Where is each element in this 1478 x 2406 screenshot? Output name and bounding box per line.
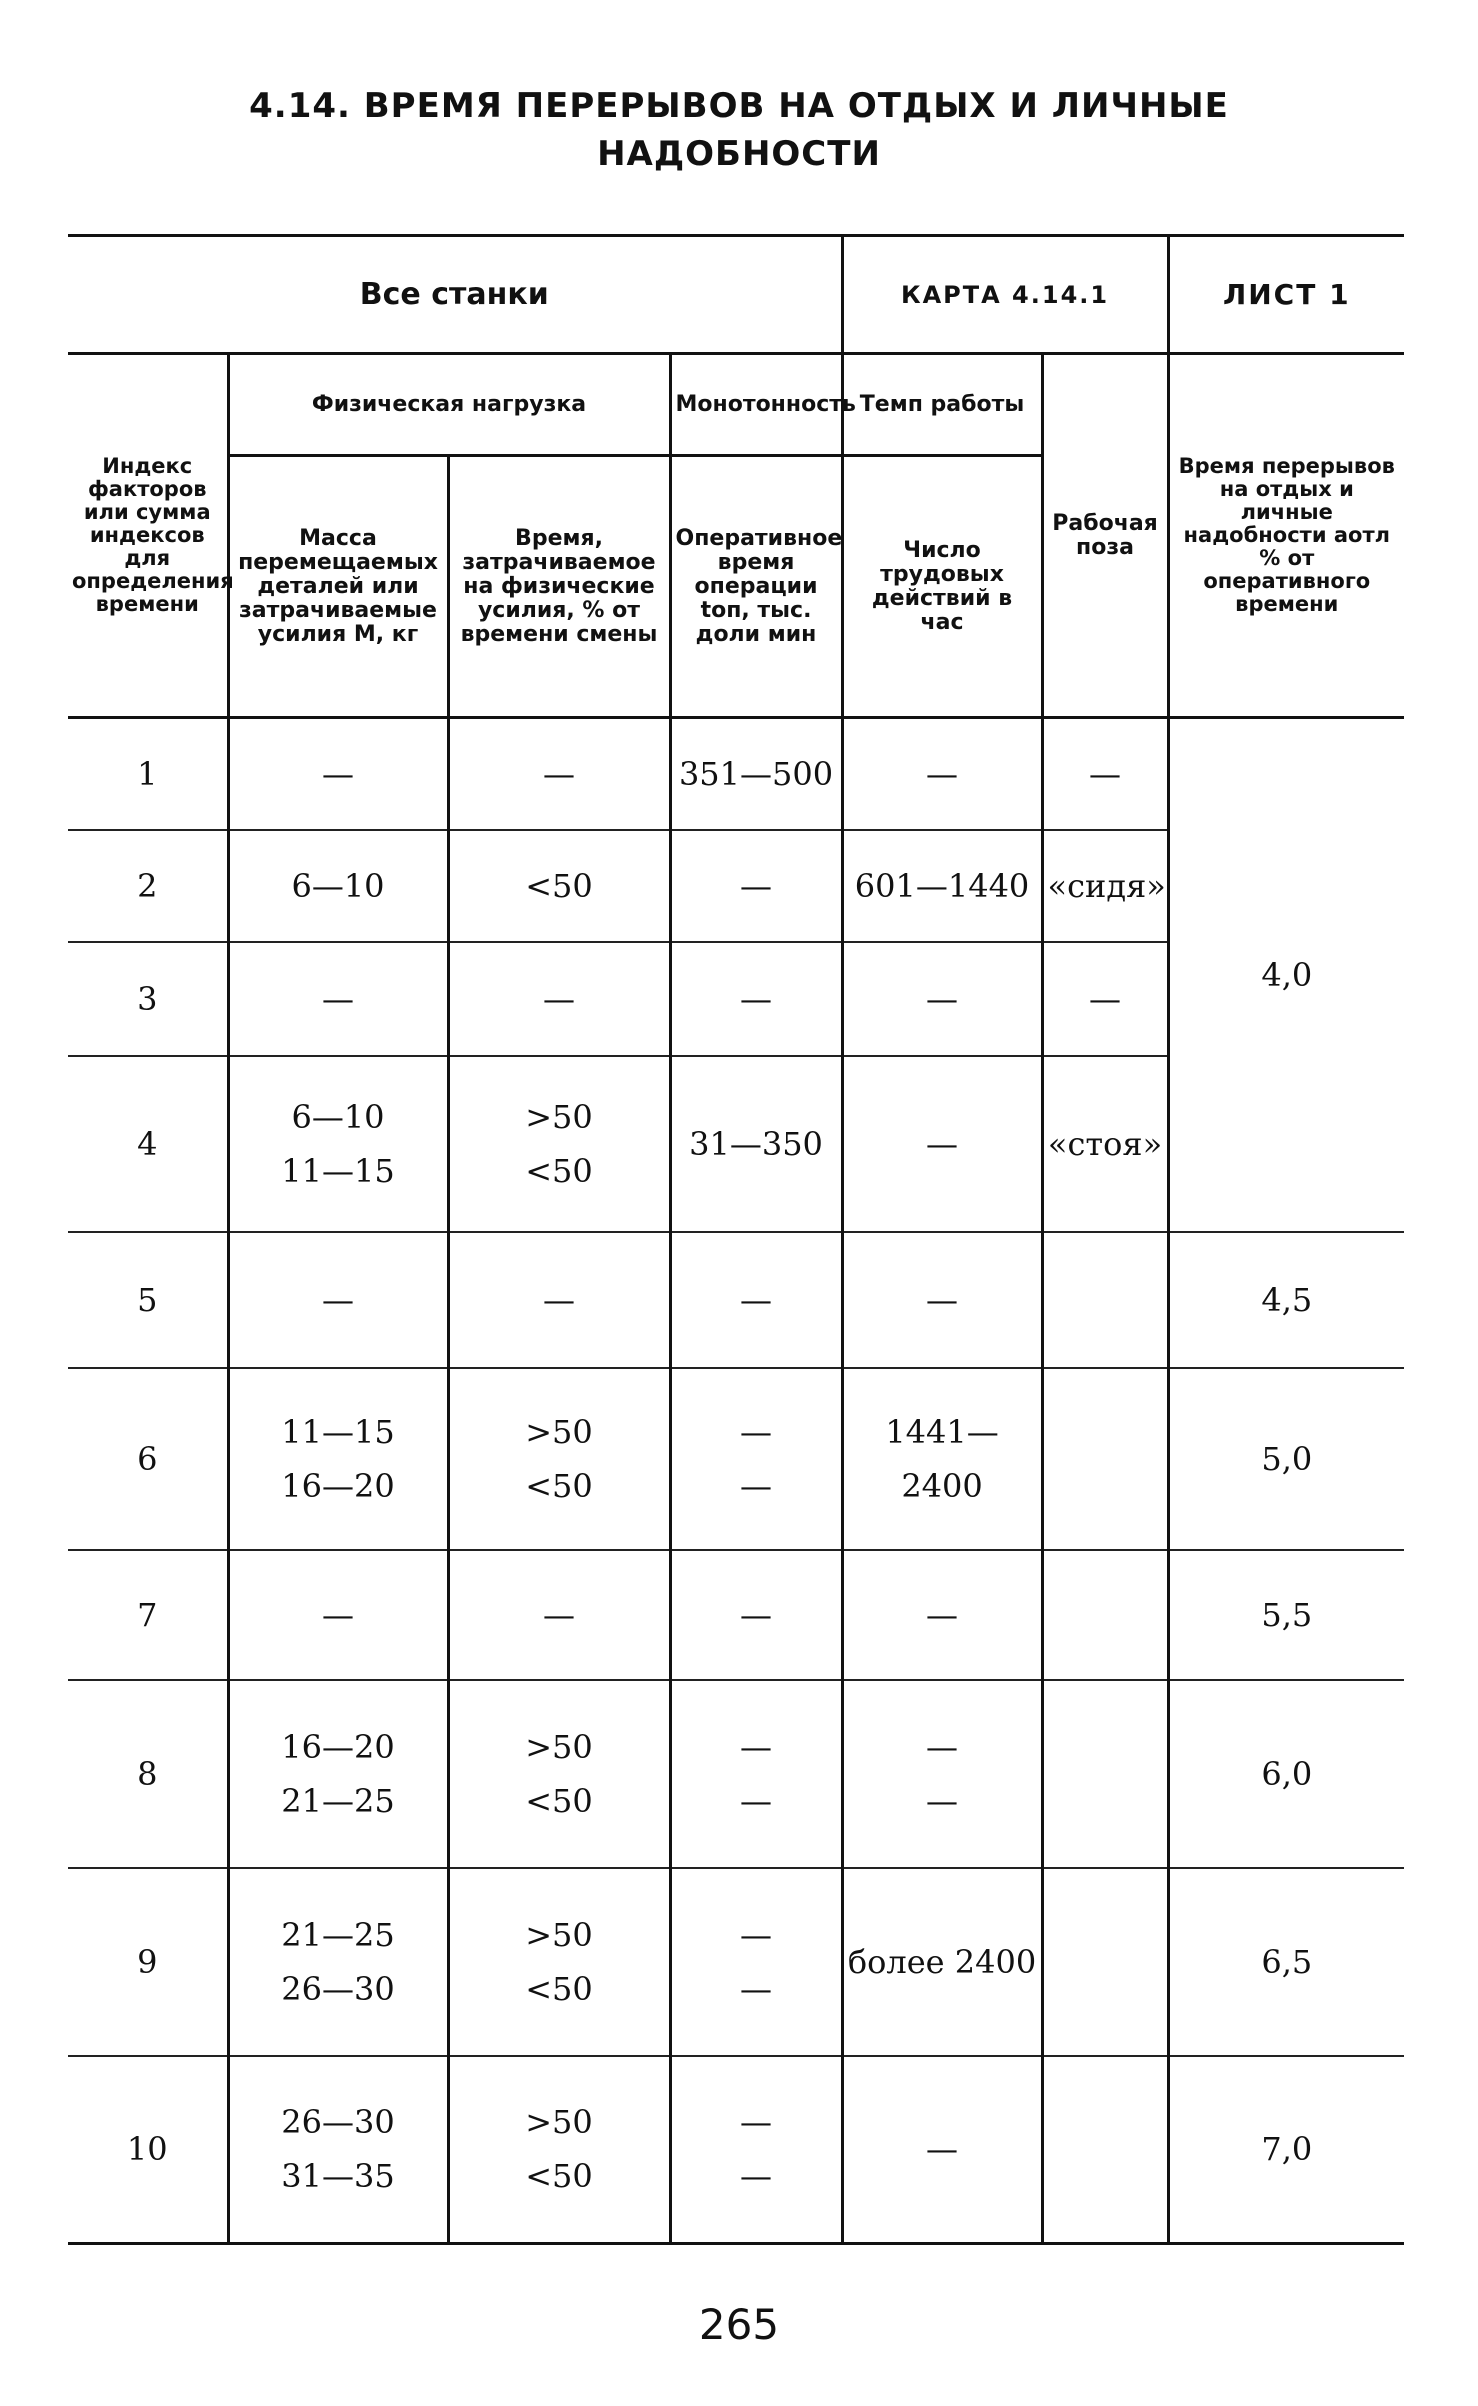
cell-index: 2: [68, 830, 228, 942]
col-tempo: Темп работы: [842, 354, 1042, 456]
rows.5.mass-line: 16—20: [281, 1466, 395, 1505]
rows.3.posture-line: «стоя»: [1047, 1124, 1163, 1163]
cell-op: [670, 2056, 842, 2244]
cell-posture: [1042, 942, 1168, 1056]
cell-index: 6: [68, 1368, 228, 1550]
rows.7.time-line: <50: [525, 1781, 593, 1820]
rows.0.time-line: —: [543, 754, 575, 793]
cell-actions: [842, 830, 1042, 942]
cell-op: [670, 718, 842, 830]
cell-posture: [1042, 1232, 1168, 1368]
rows.2.mass-line: —: [322, 979, 354, 1018]
col-physical-load: Физическая нагрузка: [228, 354, 670, 456]
cell-mass: [228, 2056, 448, 2244]
rows.9.op-line: —: [740, 2103, 773, 2142]
cell-actions: [842, 1680, 1042, 1868]
cell-mass: [228, 942, 448, 1056]
cell-index: 1: [68, 718, 228, 830]
rows.6.time-line: —: [543, 1595, 575, 1634]
cell-index: 3: [68, 942, 228, 1056]
table-row: [68, 1550, 1404, 1680]
rows.9.actions-line: —: [926, 2130, 959, 2169]
cell-index: 4: [68, 1056, 228, 1232]
cell-index: 7: [68, 1550, 228, 1680]
page-number: 265: [698, 2300, 780, 2349]
rows.3.mass-line: 6—10: [291, 1097, 385, 1136]
rows.9.mass-line: 31—35: [281, 2157, 395, 2196]
cell-time: [448, 830, 670, 942]
rows.0.mass-line: —: [322, 754, 354, 793]
rows.3.time-line: >50: [525, 1097, 593, 1136]
cell-time: [448, 1550, 670, 1680]
cell-posture: [1042, 718, 1168, 830]
table-row: [68, 1232, 1404, 1368]
cell-actions: [842, 1368, 1042, 1550]
cell-index: 10: [68, 2056, 228, 2244]
table-row: [68, 1868, 1404, 2056]
rows.1.time-line: <50: [525, 866, 593, 905]
cell-time: [448, 1868, 670, 2056]
col-op-time: Оперативное время операции tоп, тыс. доли мин: [670, 456, 842, 718]
table-row: [68, 2056, 1404, 2244]
rows.7.time-line: >50: [525, 1727, 593, 1766]
cell-rest: 5,0: [1168, 1368, 1404, 1550]
cell-posture: [1042, 2056, 1168, 2244]
col-index: Индекс факторов или сумма индексов для определения времени: [68, 354, 228, 718]
rows.5.actions-line: 1441—2400: [885, 1412, 999, 1505]
rows.9.time-line: <50: [525, 2157, 593, 2196]
cell-mass: [228, 1868, 448, 2056]
header-machines: Все станки: [68, 236, 842, 354]
rows.8.time-line: >50: [525, 1915, 593, 1954]
rows.8.mass-line: 21—25: [281, 1915, 395, 1954]
cell-mass: [228, 718, 448, 830]
cell-index: 5: [68, 1232, 228, 1368]
cell-time: [448, 1056, 670, 1232]
cell-rest: 4,5: [1168, 1232, 1404, 1368]
rows.7.op-line: —: [740, 1781, 773, 1820]
cell-mass: [228, 1680, 448, 1868]
rows.1.actions-line: 601—1440: [854, 866, 1030, 905]
cell-actions: [842, 718, 1042, 830]
cell-actions: [842, 1868, 1042, 2056]
rows.1.op-line: —: [740, 866, 773, 905]
cell-actions: [842, 1056, 1042, 1232]
cell-op: [670, 1232, 842, 1368]
rows.2.op-line: —: [740, 979, 773, 1018]
cell-time: [448, 718, 670, 830]
cell-rest-group: 4,0: [1261, 955, 1313, 994]
rows.4.actions-line: —: [926, 1280, 959, 1319]
cell-posture: [1042, 1680, 1168, 1868]
rows.4.time-line: —: [543, 1280, 575, 1319]
col-mass: Масса перемещаемых деталей или затрачиваемые усилия М, кг: [228, 456, 448, 718]
rows.5.mass-line: 11—15: [281, 1412, 395, 1451]
rows.7.op-line: —: [740, 1727, 773, 1766]
cell-op: [670, 1368, 842, 1550]
cell-mass: [228, 1232, 448, 1368]
rows.1.posture-line: «сидя»: [1047, 866, 1166, 905]
table-body: [68, 718, 1404, 2244]
col-rest-time: Время перерывов на отдых и личные надобности аотл % от оперативного времени: [1168, 354, 1404, 718]
rows.8.actions-line: более 2400: [847, 1942, 1037, 1981]
table-row: [68, 1680, 1404, 1868]
cell-mass: [228, 830, 448, 942]
cell-posture: [1042, 1550, 1168, 1680]
rows.8.op-line: —: [740, 1915, 773, 1954]
rows.2.actions-line: —: [926, 979, 959, 1018]
rows.8.time-line: <50: [525, 1969, 593, 2008]
page-title: [0, 82, 1478, 178]
col-monotony: Монотонность: [670, 354, 842, 456]
rows.5.op-line: —: [740, 1412, 773, 1451]
rows.5.time-line: <50: [525, 1466, 593, 1505]
cell-actions: [842, 942, 1042, 1056]
title-line-1: 4.14. ВРЕМЯ ПЕРЕРЫВОВ НА ОТДЫХ И ЛИЧНЫЕ: [249, 86, 1229, 126]
rows.0.posture-line: —: [1089, 754, 1122, 793]
rows.9.time-line: >50: [525, 2103, 593, 2142]
cell-posture: [1042, 830, 1168, 942]
rows.7.actions-line: —: [926, 1781, 959, 1820]
rows.8.op-line: —: [740, 1969, 773, 2008]
rest-time-table: [68, 234, 1404, 2245]
rows.0.actions-line: —: [926, 754, 959, 793]
rows.5.time-line: >50: [525, 1412, 593, 1451]
cell-posture: [1042, 1368, 1168, 1550]
cell-op: [670, 1550, 842, 1680]
cell-posture: [1042, 1056, 1168, 1232]
cell-posture: [1042, 1868, 1168, 2056]
cell-time: [448, 2056, 670, 2244]
rows.1.mass-line: 6—10: [291, 866, 385, 905]
cell-rest: 7,0: [1168, 2056, 1404, 2244]
rows.6.actions-line: —: [926, 1595, 959, 1634]
cell-rest: 6,5: [1168, 1868, 1404, 2056]
cell-mass: [228, 1368, 448, 1550]
rows.7.mass-line: 21—25: [281, 1781, 395, 1820]
cell-time: [448, 1368, 670, 1550]
cell-time: [448, 1680, 670, 1868]
cell-rest: 5,5: [1168, 1550, 1404, 1680]
title-line-2: НАДОБНОСТИ: [597, 134, 881, 174]
cell-time: [448, 942, 670, 1056]
col-posture: Рабочая поза: [1042, 354, 1168, 718]
rows.6.op-line: —: [740, 1595, 773, 1634]
table-row: [68, 718, 1404, 830]
rows.4.op-line: —: [740, 1280, 773, 1319]
header-card: КАРТА 4.14.1: [842, 236, 1168, 354]
cell-actions: [842, 1550, 1042, 1680]
rows.2.posture-line: —: [1089, 979, 1122, 1018]
rows.7.actions-line: —: [926, 1727, 959, 1766]
cell-actions: [842, 1232, 1042, 1368]
rows.2.time-line: —: [543, 979, 575, 1018]
cell-index: 8: [68, 1680, 228, 1868]
cell-op: [670, 942, 842, 1056]
rows.5.op-line: —: [740, 1466, 773, 1505]
cell-mass: [228, 1550, 448, 1680]
table-row: [68, 1368, 1404, 1550]
cell-op: [670, 1680, 842, 1868]
rows.3.mass-line: 11—15: [281, 1151, 395, 1190]
col-actions: Число трудовых действий в час: [842, 456, 1042, 718]
rows.0.op-line: 351—500: [678, 754, 834, 793]
rows.4.mass-line: —: [322, 1280, 354, 1319]
cell-op: [670, 1868, 842, 2056]
cell-time: [448, 1232, 670, 1368]
rows.9.op-line: —: [740, 2157, 773, 2196]
rows.9.mass-line: 26—30: [281, 2103, 395, 2142]
rows.3.op-line: 31—350: [689, 1124, 823, 1163]
rows.6.mass-line: —: [322, 1595, 354, 1634]
cell-actions: [842, 2056, 1042, 2244]
rows.3.time-line: <50: [525, 1151, 593, 1190]
rows.3.actions-line: —: [926, 1124, 959, 1163]
cell-index: 9: [68, 1868, 228, 2056]
rows.8.mass-line: 26—30: [281, 1969, 395, 2008]
cell-op: [670, 1056, 842, 1232]
cell-mass: [228, 1056, 448, 1232]
cell-op: [670, 830, 842, 942]
rows.7.mass-line: 16—20: [281, 1727, 395, 1766]
cell-rest: 6,0: [1168, 1680, 1404, 1868]
header-sheet: ЛИСТ 1: [1168, 236, 1404, 354]
col-time-physical: Время, затрачиваемое на физические усилия, % от времени смены: [448, 456, 670, 718]
